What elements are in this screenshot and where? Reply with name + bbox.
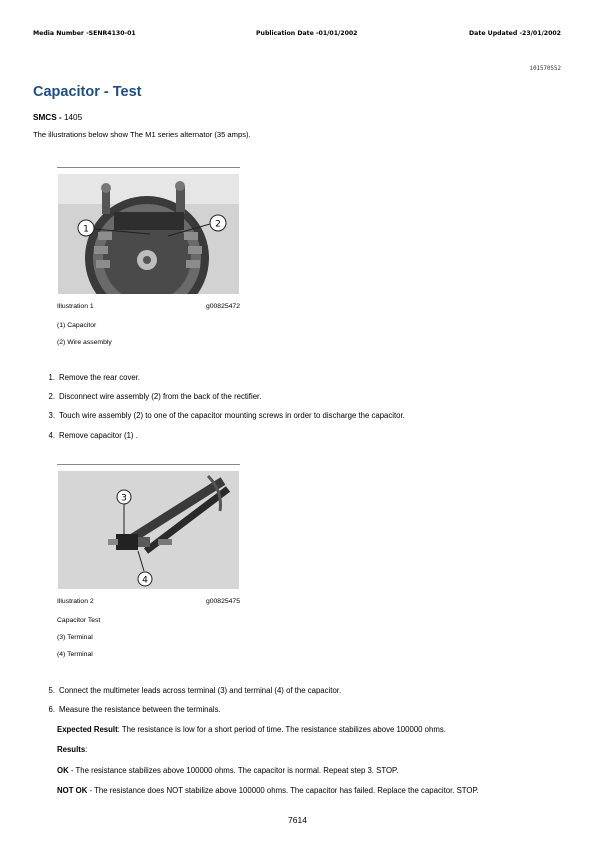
caption-item: (3) Terminal — [57, 634, 93, 641]
illustration-2 — [57, 464, 240, 658]
illustration-1 — [57, 167, 240, 346]
illustration-2-caption — [57, 598, 240, 607]
illustration-1-label: Illustration 1 — [57, 303, 94, 310]
media-number: Media Number -SENR4130-01 — [33, 30, 136, 37]
intro-text: The illustrations below show The M1 series alternator (35 amps). — [33, 130, 251, 139]
capacitor-test-photo — [58, 471, 239, 589]
page-number: 7614 — [288, 815, 307, 825]
caption-item: (2) Wire assembly — [57, 339, 112, 346]
alternator-photo — [58, 174, 239, 294]
smcs-line — [33, 113, 82, 122]
document-id: i01570552 — [529, 66, 561, 72]
figure-rule — [57, 167, 240, 168]
illustration-2-label: Illustration 2 — [57, 598, 94, 605]
ok-result: OK - The resistance stabilizes above 100000 ohms. The capacitor is normal. Repeat step 3. STOP. — [57, 766, 399, 775]
step-item: 6. Measure the resistance between the terminals. — [48, 705, 221, 714]
callout-2: 2 — [215, 219, 221, 230]
publication-date: Publication Date -01/01/2002 — [256, 30, 358, 37]
step-item: 2. Disconnect wire assembly (2) from the back of the rectifier. — [48, 392, 262, 401]
smcs-code: 1405 — [63, 113, 83, 122]
caption-item: Capacitor Test — [57, 617, 101, 624]
caption-item: (4) Terminal — [57, 651, 93, 658]
page-title: Capacitor - Test — [33, 84, 142, 100]
step-item: 1. Remove the rear cover. — [48, 373, 141, 382]
not-ok-result: NOT OK - The resistance does NOT stabilize above 100000 ohms. The capacitor has failed. Replace the capacitor. STOP. — [57, 786, 479, 795]
step-item: 5. Connect the multimeter leads across terminal (3) and terminal (4) of the capacitor. — [48, 686, 342, 695]
results-heading: Results: — [57, 745, 88, 754]
callout-1: 1 — [83, 224, 89, 235]
expected-result: Expected Result: The resistance is low for a short period of time. The resistance stabilizes above 100000 ohms. — [57, 725, 446, 734]
illustration-1-caption — [57, 303, 240, 312]
callout-4: 4 — [142, 575, 148, 586]
step-item: 4. Remove capacitor (1) . — [48, 431, 138, 440]
figure-rule — [57, 464, 240, 465]
callout-3: 3 — [121, 493, 127, 504]
illustration-2-number: g00825475 — [205, 598, 240, 605]
date-updated: Date Updated -23/01/2002 — [469, 30, 561, 37]
alternator-drawing — [58, 174, 239, 294]
caption-item: (1) Capacitor — [57, 322, 97, 329]
capacitor-test-drawing — [58, 471, 239, 589]
step-item: 3. Touch wire assembly (2) to one of the capacitor mounting screws in order to discharge the capacitor. — [48, 411, 405, 420]
smcs-label: SMCS - — [33, 113, 64, 122]
illustration-1-number: g00825472 — [205, 303, 240, 310]
